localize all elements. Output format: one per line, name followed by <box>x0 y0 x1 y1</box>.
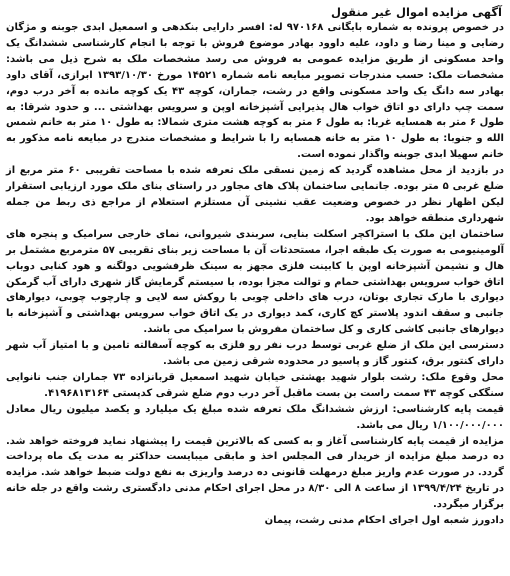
notice-paragraph: ساختمان این ملک با استراکچر اسکلت بنایی، سربندی شیروانی، نمای خارجی سرامیک و پنجره های آلومینیومی به صورت یک طبقه اجرا، مستحدثات آن با مساحت زیر بنای تقریبی ۵۷ مترمربع مشتمل بر هال و نشیمن آشپزخانه اوپن با کابینت فلزی مجهز به سینک ظرفشویی دولگنه و هود کنابی دوباب اتاق خواب سرویس بهداشتی حمام و توالت مجزا بوده، با سیستم گرمایش گاز شهری دارای آب گرمکن دیواری با مارک تجاری بوتان، درب های داخلی چوبی با روکش سه لایی و چارچوب چوبی، دیوارهای جانبی و سقف اندود پلاستر کچ کاری، کمد دیواری در یک اتاق خواب سرویس بهداشتی و آشپزخانه با دیوارهای جانبی کاشی کاری و کل ساختمان مفروش با سرامیک می باشد. <box>6 228 504 336</box>
notice-paragraph: در بازدید از محل مشاهده گردید که زمین نسقی ملک تعرفه شده با مساحت تقریبی ۶۰ متر مربع از ضلع غربی ۵ متر بوده. جانمایی ساختمان پلاک های مجاور در راستای بنای ملک مورد ارزیابی استقرار لیکن اظهار نظر در خصوص وضعیت عقب نشینی آن مستلزم استعلام از مراجع ذی ربط من جمله شهرداری منطقه خواهد بود. <box>6 165 504 224</box>
notice-paragraph: محل وقوع ملک: رشت بلوار شهید بهشتی خیابان شهید اسمعیل قربانزاده ۷۳ جماران جنب نانوایی سنگکی کوچه ۴۳ سمت راست بن بست ماقبل آخر درب دوم ضلع شرقی کدپستی ۴۱۹۶۸۱۳۱۶۴. <box>6 371 504 399</box>
notice-paragraph: دسترسی این ملک از ضلع غربی توسط درب نفر رو فلزی به کوچه آسفالته تامین و با امتیاز آب شهر دارای کنتور برق، کنتور گاز و پاسیو در محدوده شرقی زمین می باشد. <box>6 340 504 368</box>
signature: دادورز شعبه اول اجرای احکام مدنی رشت، پیمان <box>264 515 504 527</box>
notice-title: آگهی مزایده اموال غیر منقول <box>330 5 502 19</box>
notice-paragraph: قیمت پایه کارشناسی: ارزش ششدانگ ملک تعرفه شده مبلغ یک میلیارد و یکصد میلیون ریال معادل ۱/۱۰۰/۰۰۰/۰۰۰ ریال می باشد. <box>6 403 504 431</box>
notice-paragraph: مزایده از قیمت پایه کارشناسی آغاز و به کسی که بالاترین قیمت را پیشنهاد نماید فروخته خواهد شد. ده درصد مبلغ مزایده از خریدار فی المجلس اخذ و مابقی میبایست حداکثر به مدت یک ماه پرداخت گردد. در صورت عدم واریز مبلغ درمهلت قانونی ده درصد واریزی به نفع دولت ضبط خواهد شد. مزایده در تاریخ ۱۳۹۹/۴/۲۴ از ساعت ۸ الی ۸/۳۰ در محل اجرای احکام مدنی دادگستری رشت واقع در جله خانه برگزار میگردد. <box>6 435 504 511</box>
notice-paragraph: در خصوص پرونده به شماره بایگانی ۹۷۰۱۶۸ له: افسر دارایی بنکدهی و اسمعیل ابدی جوبنه و مژگان رضایی و مینا رضا و داود، علیه داوود بهادر موضوع فروش با توجه با انجام کارشناسی ششدانگ یک واحد مسکونی از طریق مزایده عمومی به فروش می رسد مشخصات ملک به شرح ذیل می باشد: مشخصات ملک: حسب مندرجات تصویر مبایعه نامه شماره ۱۴۵۲۱ مورخ ۱۳۹۳/۱۰/۳۰ ابرازی، آقای داود بهادر سه دانگ یک واحد مسکونی واقع در رشت، جماران، کوچه ۴۳ یک کوچه مانده به آخر درب دوم، سمت چپ دارای دو اتاق خواب هال پذیرایی آشپزخانه اوپن و سرویس بهداشتی ... و حدود شرقا: به طول ۶ متر به همسایه غربا: به طول ۶ متر به کوچه هشت متری شمالا: به طول ۱۰ متر به خانم شمس الله و جنوبا: به طول ۱۰ متر به خانه همسایه را با شرایط و مشخصات مندرج در مبایعه نامه مذکور به خانم سهیلا ابدی جوبنه واگذار نموده است. <box>6 22 505 161</box>
